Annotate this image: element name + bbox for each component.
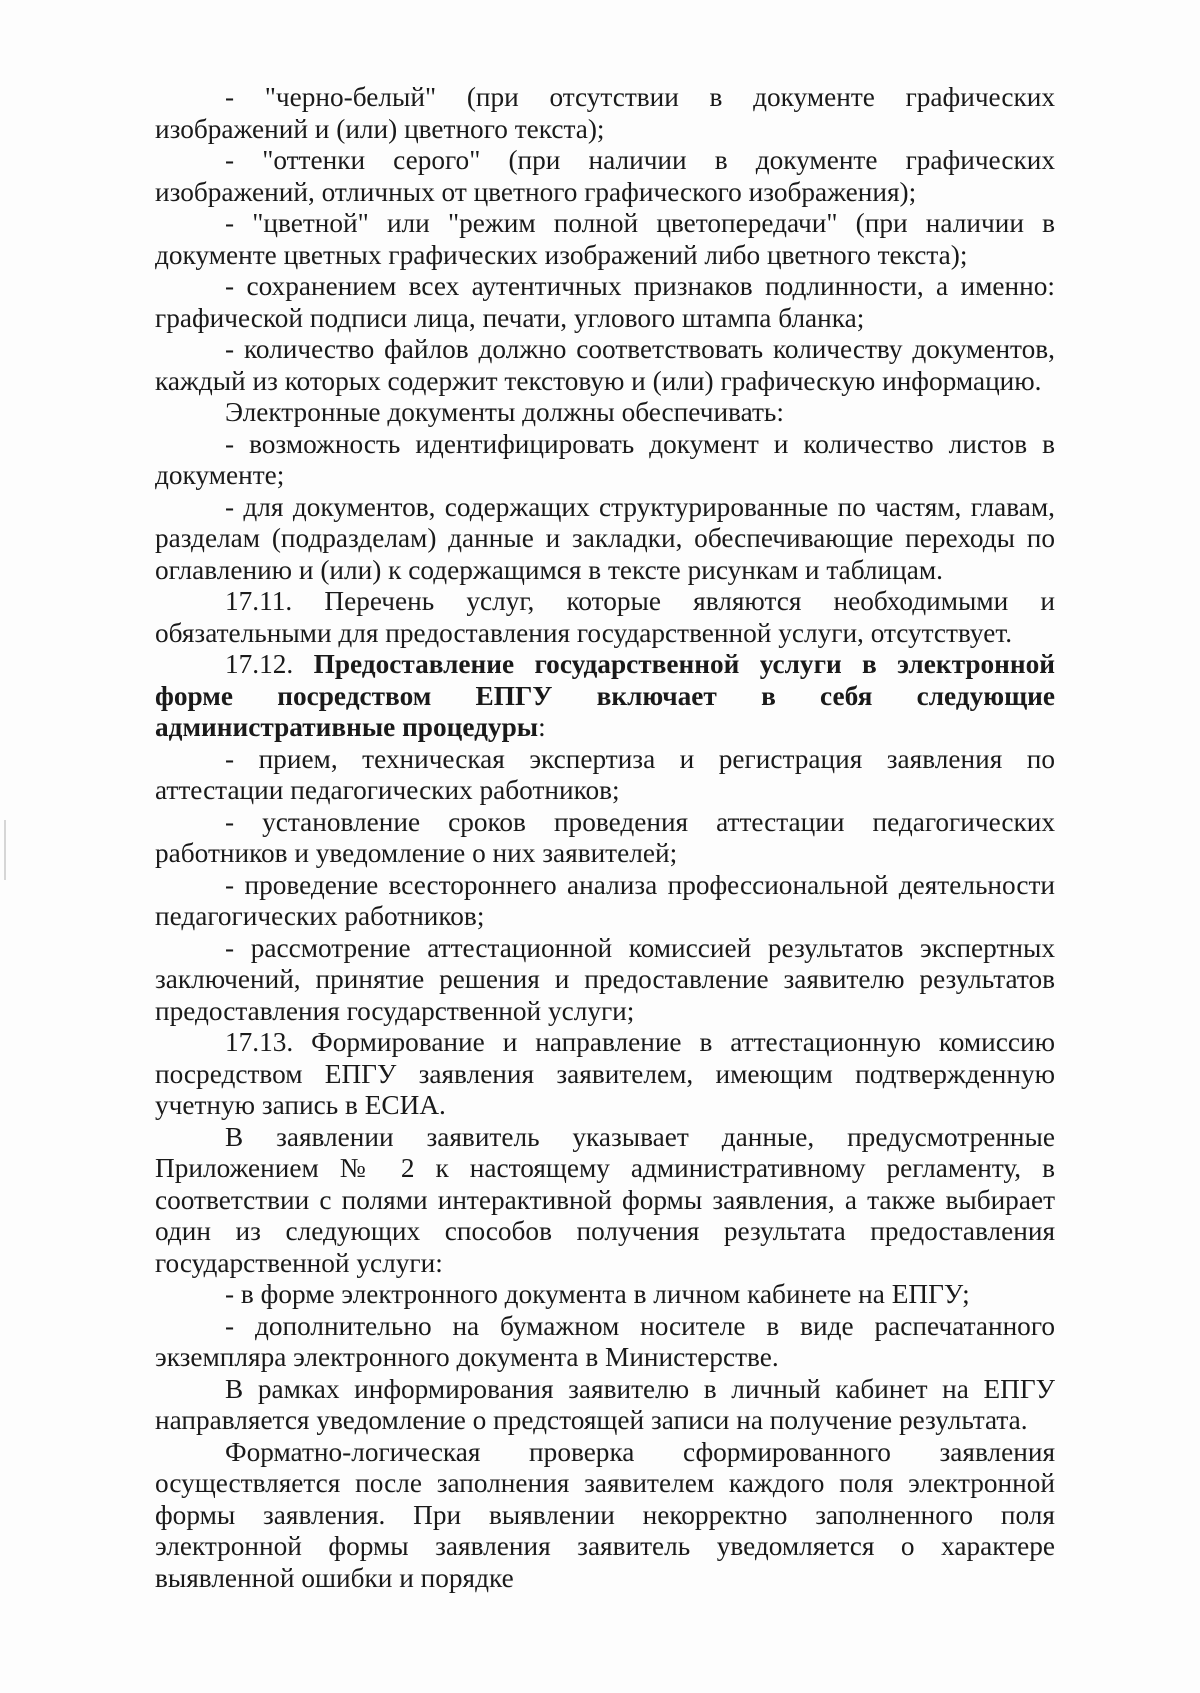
section-heading [155, 649, 1055, 744]
paragraph: - рассмотрение аттестационной комиссией результатов экспертных заключений, принятие решения и предоставление заявителю результатов предоставления государственной услуги; [155, 932, 1055, 1026]
paragraph: - установление сроков проведения аттестации педагогических работников и уведомление о них заявителей; [155, 806, 1055, 868]
paragraph: - дополнительно на бумажном носителе в виде распечатанного экземпляра электронного документа в Министерстве. [155, 1310, 1055, 1372]
paragraph: Электронные документы должны обеспечивать: [225, 397, 784, 427]
scan-artifact [4, 820, 6, 880]
paragraph: - проведение всестороннего анализа профессиональной деятельности педагогических работников; [155, 869, 1055, 931]
paragraph: - в форме электронного документа в личном кабинете на ЕПГУ; [225, 1279, 970, 1309]
document-body [155, 82, 1055, 1594]
paragraph: - возможность идентифицировать документ и количество листов в документе; [155, 428, 1055, 490]
paragraph: В заявлении заявитель указывает данные, предусмотренные Приложением № 2 к настоящему административному регламенту, в соответствии с полями интерактивной формы заявления, а также выбирает один из следующих способов получения результата предоставления государственной услуги: [155, 1121, 1055, 1278]
section-heading-text: Предоставление государственной услуги в электронной форме посредством ЕПГУ включает в себя следующие административные процедуры [155, 649, 1055, 742]
paragraph: Форматно-логическая проверка сформированного заявления осуществляется после заполнения заявителем каждого поля электронной формы заявления. При выявлении некорректно заполненного поля электронной формы заявления заявитель уведомляется о характере выявленной ошибки и порядке [155, 1436, 1055, 1593]
paragraph: - "цветной" или "режим полной цветопередачи" (при наличии в документе цветных графических изображений либо цветного текста); [155, 208, 1055, 270]
paragraph: - прием, техническая экспертиза и регистрация заявления по аттестации педагогических работников; [155, 743, 1055, 805]
paragraph: 17.11. Перечень услуг, которые являются необходимыми и обязательными для предоставления государственной услуги, отсутствует. [155, 586, 1055, 648]
paragraph: - для документов, содержащих структурированные по частям, главам, разделам (подразделам) данные и закладки, обеспечивающие переходы по оглавлению и (или) к содержащимся в тексте рисункам и таблицам. [155, 491, 1055, 585]
section-heading-colon: : [538, 712, 546, 742]
paragraph: - "черно-белый" (при отсутствии в документе графических изображений и (или) цветного текста); [155, 82, 1055, 144]
paragraph: - количество файлов должно соответствовать количеству документов, каждый из которых содержит текстовую и (или) графическую информацию. [155, 334, 1055, 396]
paragraph: - "оттенки серого" (при наличии в документе графических изображений, отличных от цветного графического изображения); [155, 145, 1055, 207]
section-number: 17.12. [225, 649, 294, 679]
paragraph: - сохранением всех аутентичных признаков подлинности, а именно: графической подписи лица, печати, углового штампа бланка; [155, 271, 1055, 333]
paragraph: В рамках информирования заявителю в личный кабинет на ЕПГУ направляется уведомление о предстоящей записи на получение результата. [155, 1373, 1055, 1435]
paragraph: 17.13. Формирование и направление в аттестационную комиссию посредством ЕПГУ заявления заявителем, имеющим подтвержденную учетную запись в ЕСИА. [155, 1027, 1055, 1120]
